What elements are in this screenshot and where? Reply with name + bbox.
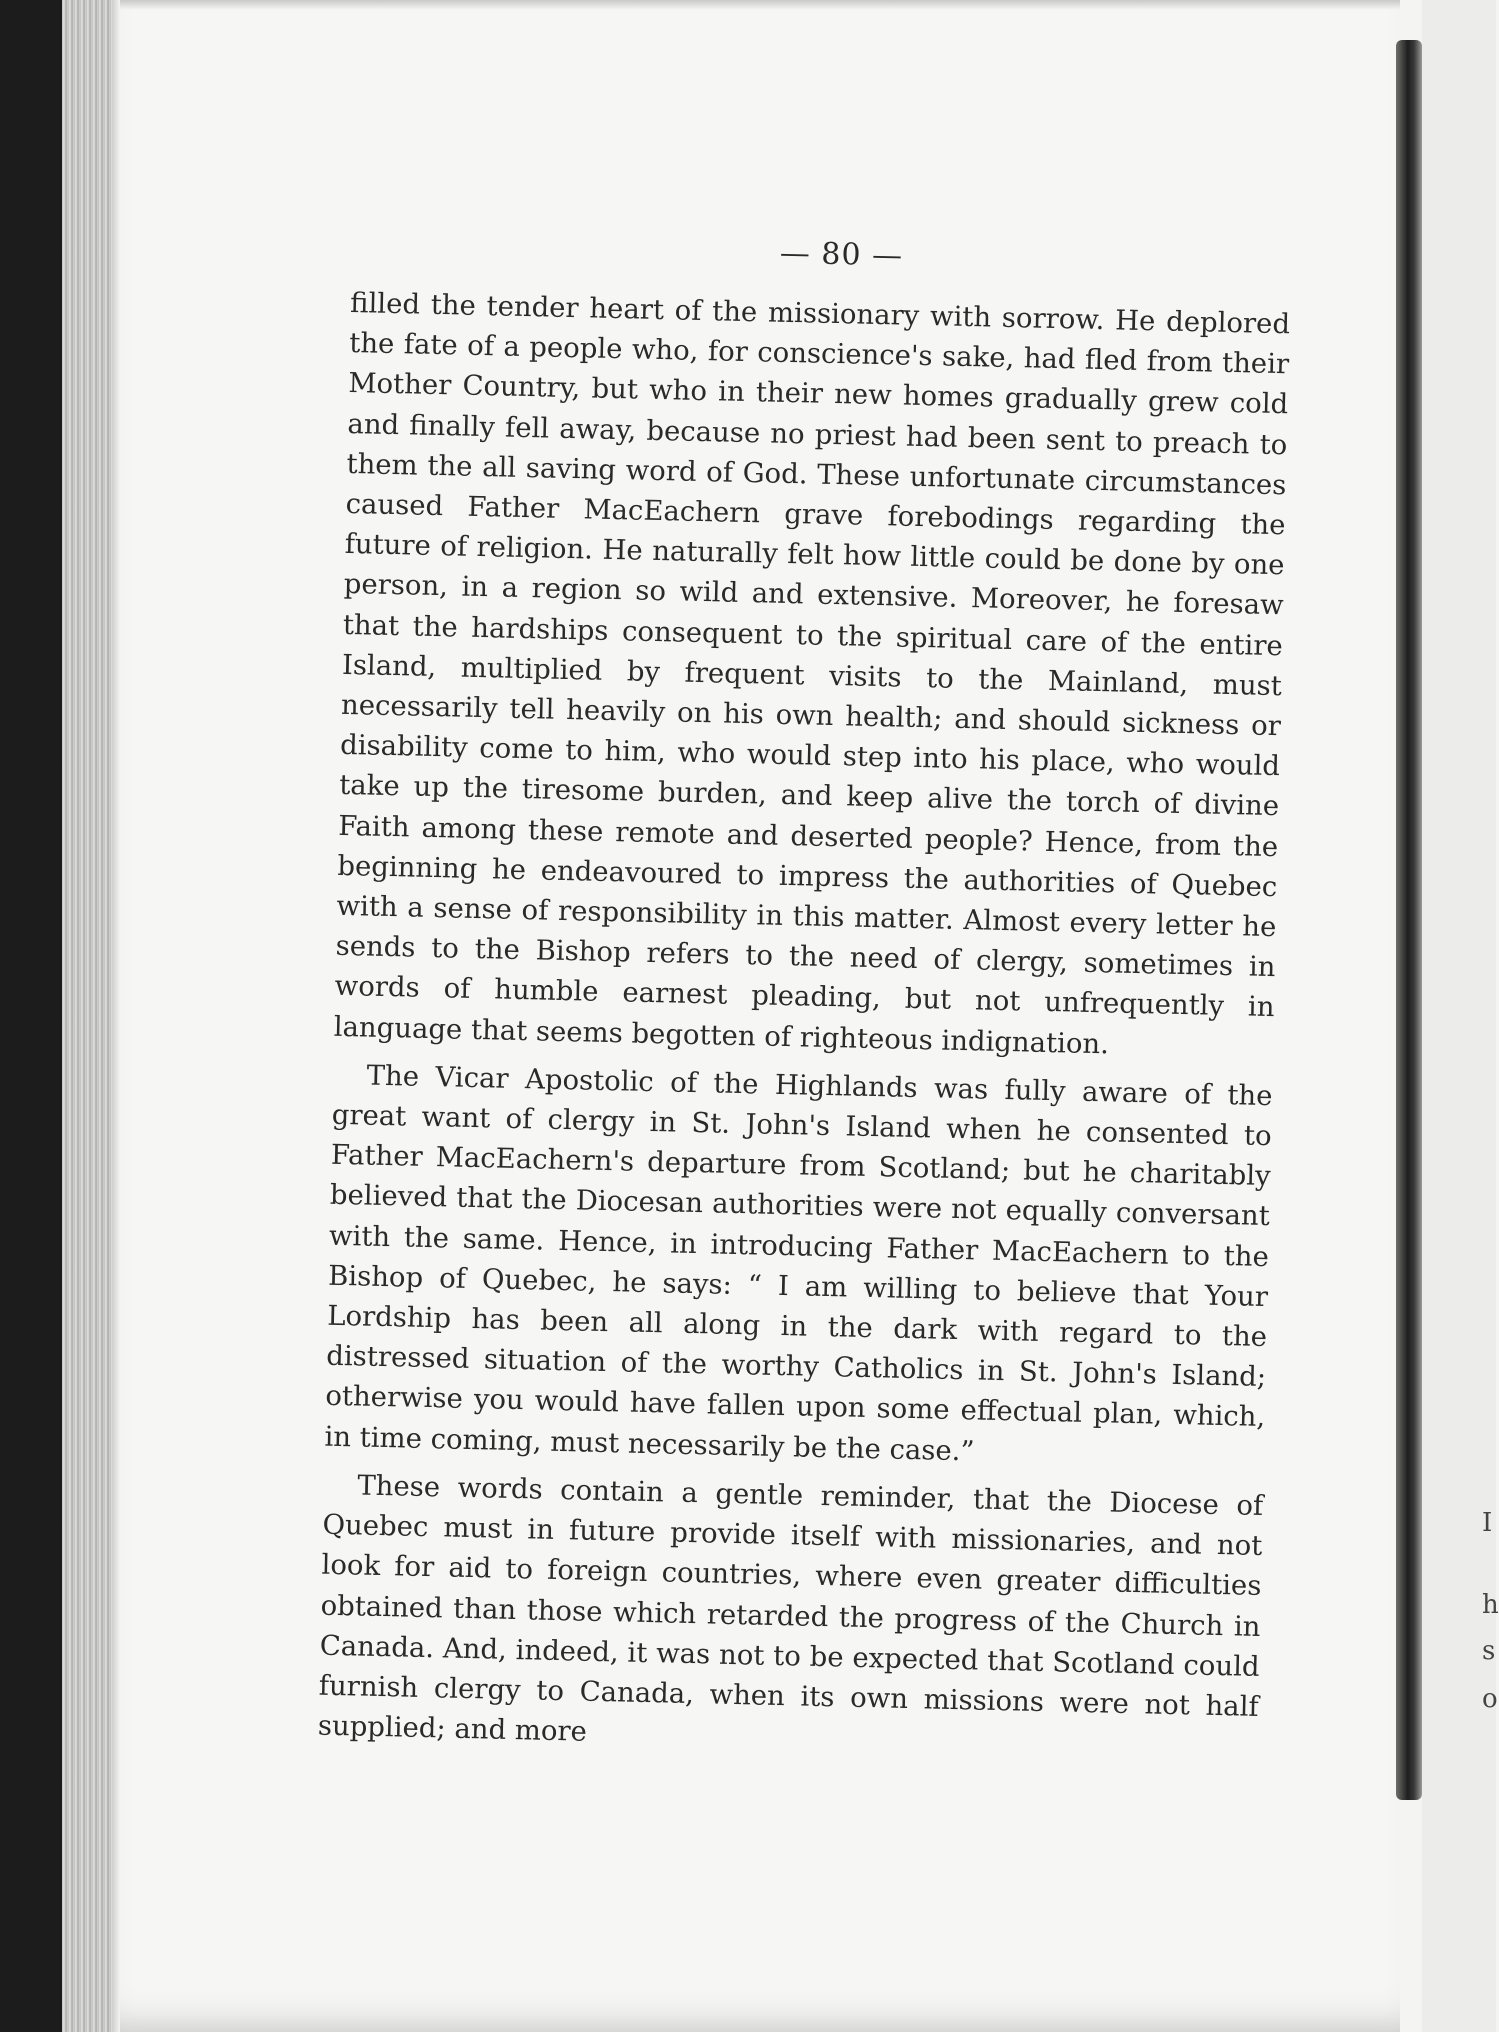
next-page-edge xyxy=(1422,0,1499,2032)
paragraph: The Vicar Apostolic of the Highlands was fully aware of the great want of clergy in St. John's Island when he consented to Father MacEachern's departure from Scotland; but he charitably believed that the Diocesan authorities were not equally conversant with the same. Hence, in introducing Father MacEachern to the Bishop of Quebec, he says: “ I am willing to believe that Your Lordship has been all along in the dark with regard to the distressed situation of the worthy Catholics in St. John's Island; otherwise you would have fallen upon some effectual plan, which, in time coming, must necessarily be the case.” xyxy=(324,1059,1273,1468)
book-gutter xyxy=(1396,40,1422,1800)
book-page-edges xyxy=(62,0,120,2032)
paragraph: filled the tender heart of the missionary with sorrow. He deplored the fate of a people who, for conscience's sake, had fled from their Mother Country, but who in their new homes gradually grew cold and finally fell away, because no priest had been sent to preach to them the all saving word of God. These unfortunate circumstances caused Father MacEachern grave forebodings regarding the future of religion. He naturally felt how little could be done by one person, in a region so wild and extensive. Moreover, he foresaw that the hardships consequent to the spiritual care of the entire Island, multiplied by frequent visits to the Mainland, must necessarily tell heavily on his own health; and should sickness or disability come to him, who would step into his place, who would take up the tiresome burden, and keep alive the torch of divine Faith among these remote and deserted people? Hence, from the beginning he endeavoured to impress the authorities of Quebec with a sense of responsibility in this matter. Almost every letter he sends to the Bishop refers to the need of clergy, sometimes in words of humble earnest pleading, but not unfrequently in language that seems begotten of righteous indignation. xyxy=(333,286,1291,1061)
next-page-letter: h xyxy=(1482,1590,1499,1620)
next-page-letter: I xyxy=(1482,1508,1493,1538)
scanner-background xyxy=(0,0,62,2032)
page-text-block xyxy=(318,226,1292,1767)
next-page-letter: o xyxy=(1482,1684,1498,1714)
page-number: — 80 — xyxy=(779,235,904,274)
next-page-letter: s xyxy=(1482,1636,1496,1666)
paragraph: These words contain a gentle reminder, that the Diocese of Quebec must in future provide itself with missionaries, and not look for aid to foreign countries, where even greater difficulties obtained than those which retarded the progress of the Church in Canada. And, indeed, it was not to be expected that Scotland could furnish clergy to Canada, when its own missions were not half supplied; and more xyxy=(317,1469,1264,1748)
